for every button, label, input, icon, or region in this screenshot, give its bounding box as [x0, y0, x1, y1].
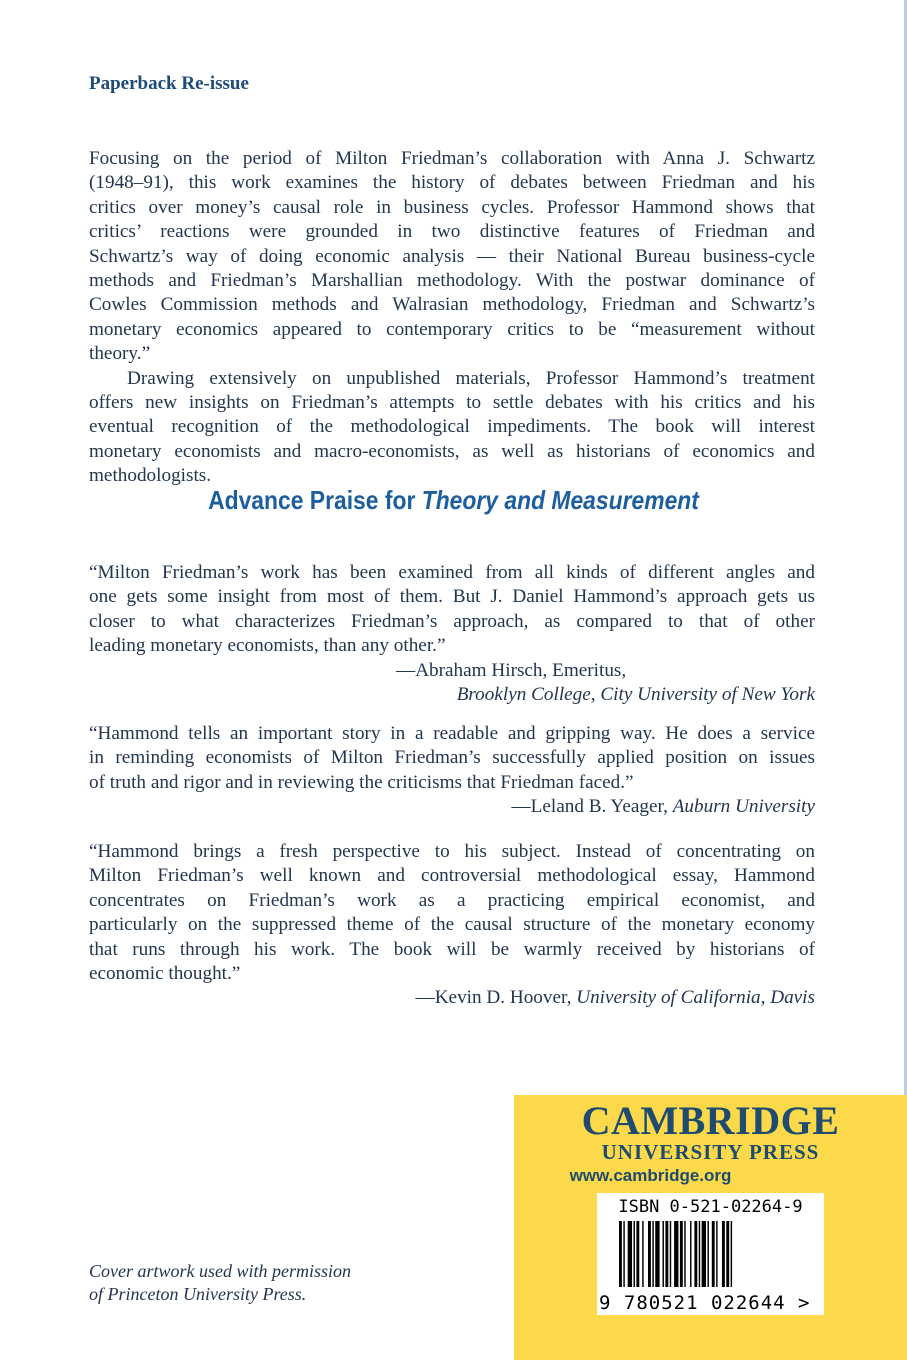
credit-line: Cover artwork used with permission	[89, 1261, 352, 1281]
publisher-name: CAMBRIDGE	[581, 1098, 840, 1143]
barcode-bar	[648, 1221, 651, 1287]
text-line: economic thought.”	[89, 963, 241, 985]
isbn-text: ISBN 0-521-02264-9	[618, 1197, 803, 1217]
barcode-bar	[726, 1221, 729, 1287]
barcode-bar	[707, 1221, 708, 1287]
text-line: methods and Friedman’s Marshallian methodology. With the postwar dominance of	[89, 270, 815, 292]
barcode-bar	[623, 1221, 624, 1287]
barcode-box	[597, 1193, 824, 1315]
quote-1	[89, 561, 815, 707]
barcode-bar	[670, 1221, 671, 1287]
publisher-subname: UNIVERSITY PRESS	[601, 1140, 820, 1164]
barcode-bar	[702, 1221, 706, 1287]
text-line: eventual recognition of the methodological impediments. The book will interest	[89, 416, 815, 438]
barcode-bar	[628, 1221, 632, 1287]
attribution-name: —Kevin D. Hoover,	[415, 987, 577, 1009]
barcode-bar	[731, 1221, 732, 1287]
barcode-icon	[619, 1221, 809, 1287]
publisher-url: www.cambridge.org	[569, 1166, 732, 1185]
text-line: “Milton Friedman’s work has been examined from all kinds of different angles and	[89, 562, 815, 583]
book-title: Theory and Measurement	[421, 485, 699, 515]
text-line: in reminding economists of Milton Friedman’s successfully applied position on issues	[89, 747, 815, 769]
barcode-bar	[655, 1221, 659, 1287]
praise-heading-prefix: Advance Praise for	[208, 485, 422, 515]
reissue-heading: Paperback Re-issue	[89, 73, 249, 94]
text-line: monetary economists and macro-economists, as well as historians of economics and	[89, 440, 815, 462]
text-line: that runs through his work. The book will be warmly received by historians of	[89, 938, 815, 960]
publisher-logo	[514, 1098, 907, 1143]
text-line: Focusing on the period of Milton Friedman’s collaboration with Anna J. Schwartz	[89, 148, 815, 169]
text-line: Schwartz’s way of doing economic analysis — their National Bureau business-cycle	[89, 245, 815, 267]
text-line: monetary economics appeared to contemporary critics to be “measurement without	[89, 318, 815, 340]
barcode-bar	[699, 1221, 700, 1287]
barcode-bar	[712, 1221, 715, 1287]
text-line: particularly on the suppressed theme of the causal structure of the monetary economy	[89, 914, 815, 936]
text-line: of truth and rigor and in reviewing the criticisms that Friedman faced.”	[89, 771, 634, 793]
text-line: (1948–91), this work examines the history of debates between Friedman and his	[89, 172, 815, 194]
quote-3	[89, 840, 815, 1011]
attribution: —Abraham Hirsch, Emeritus,	[396, 659, 627, 681]
barcode-bar	[684, 1221, 685, 1287]
text-line: closer to what characterizes Friedman’s approach, as compared to that of other	[89, 610, 815, 632]
barcode-bar	[636, 1221, 639, 1287]
text-line: leading monetary economists, than any other.”	[89, 635, 446, 657]
affiliation: University of California, Davis	[576, 987, 815, 1009]
barcode-bar	[716, 1221, 717, 1287]
text-line: methodologists.	[89, 465, 212, 487]
text-line: “Hammond brings a fresh perspective to his subject. Instead of concentrating on	[89, 841, 815, 862]
text-line: concentrates on Friedman’s work as a practicing empirical economist, and	[89, 889, 815, 911]
barcode-bar	[680, 1221, 683, 1287]
barcode-bar	[642, 1221, 643, 1287]
barcode-bar	[665, 1221, 668, 1287]
barcode-bar	[619, 1221, 622, 1287]
text-line: theory.”	[89, 343, 151, 365]
description-p1	[89, 147, 815, 489]
barcode-bar	[694, 1221, 697, 1287]
text-line: Milton Friedman’s well known and controversial methodological essay, Hammond	[89, 865, 815, 887]
barcode-bar	[634, 1221, 635, 1287]
affiliation: Auburn University	[672, 796, 815, 818]
ean-text: 9 780521 022644 >	[599, 1292, 811, 1314]
cover-credit	[89, 1260, 351, 1306]
text-line: offers new insights on Friedman’s attempts to settle debates with his critics and his	[89, 392, 815, 414]
text-line: one gets some insight from most of them. But J. Daniel Hammond’s approach gets us	[89, 586, 815, 608]
attribution	[89, 795, 815, 819]
barcode-bar	[690, 1221, 691, 1287]
barcode-bar	[722, 1221, 725, 1287]
attribution	[89, 986, 815, 1010]
barcode-bar	[663, 1221, 664, 1287]
quote-2	[89, 722, 815, 820]
barcode-bar	[652, 1221, 653, 1287]
barcode-bar	[674, 1221, 678, 1287]
text-line: Drawing extensively on unpublished materials, Professor Hammond’s treatment	[127, 367, 815, 389]
text-line: “Hammond tells an important story in a readable and gripping way. He does a service	[89, 723, 815, 744]
affiliation: Brooklyn College, City University of New York	[456, 684, 815, 706]
text-line: critics’ reactions were grounded in two distinctive features of Friedman and	[89, 221, 815, 243]
attribution-name: —Leland B. Yeager,	[511, 796, 673, 818]
text-line: Cowles Commission methods and Walrasian methodology, Friedman and Schwartz’s	[89, 294, 815, 316]
credit-line: of Princeton University Press.	[89, 1284, 307, 1304]
publisher-panel	[514, 1095, 907, 1360]
praise-heading	[54, 485, 852, 516]
text-line: critics over money’s causal role in business cycles. Professor Hammond shows that	[89, 196, 815, 218]
